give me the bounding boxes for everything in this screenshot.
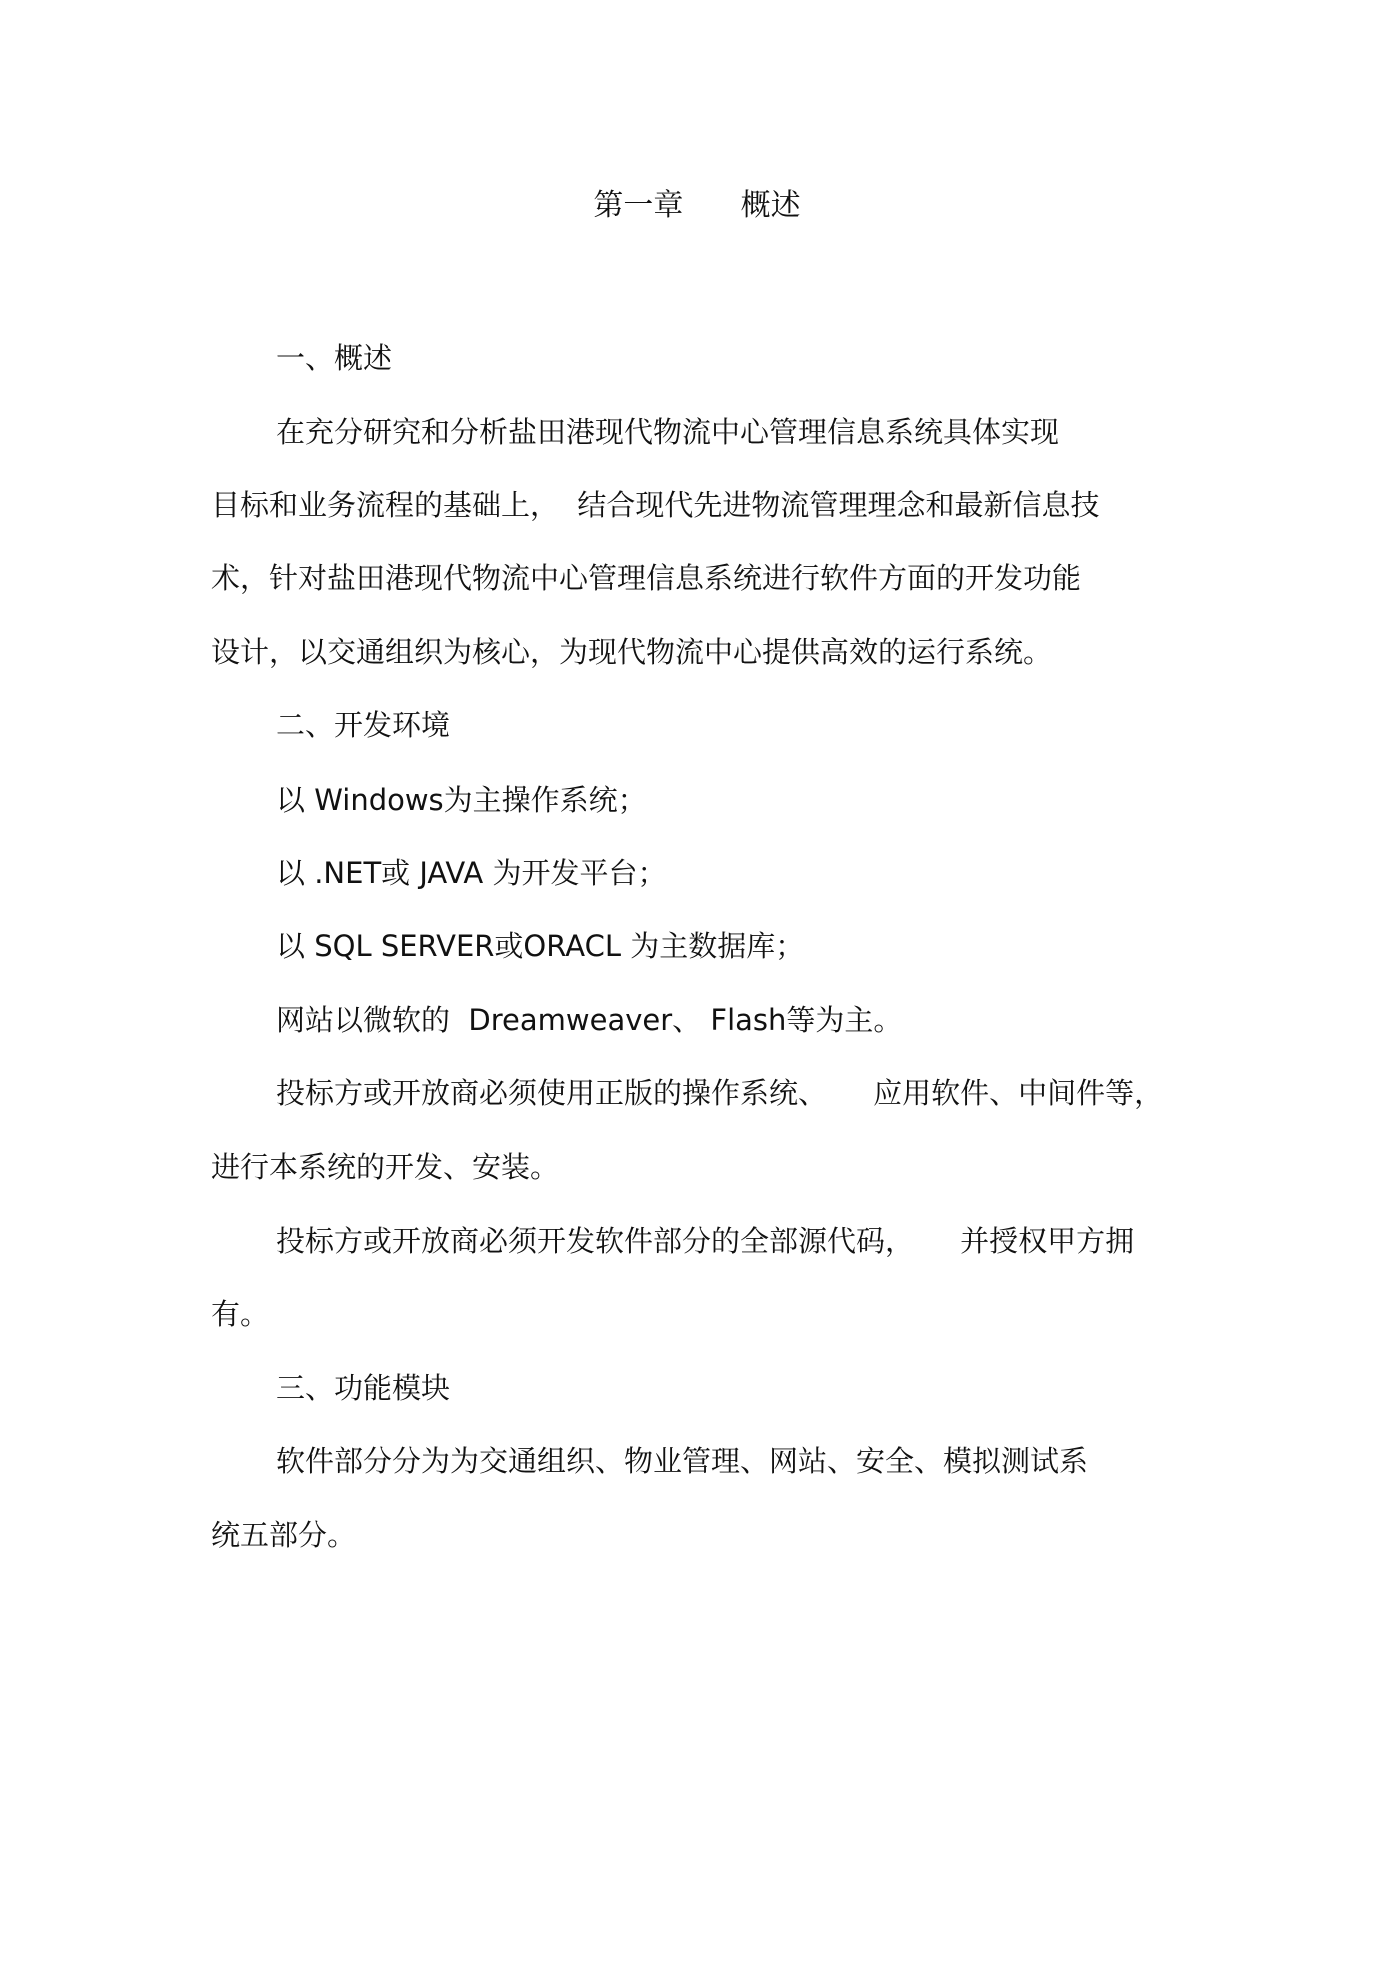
paragraph-line: 目标和业务流程的基础上， 结合现代先进物流管理理念和最新信息技 — [211, 488, 1100, 522]
paragraph-line: 设计，以交通组织为核心，为现代物流中心提供高效的运行系统。 — [211, 635, 1053, 669]
section-heading-function-modules: 三、功能模块 — [276, 1371, 451, 1405]
section-heading-dev-environment: 二、开发环境 — [276, 708, 451, 742]
list-item: 以 SQL SERVER或ORACL 为主数据库； — [276, 929, 805, 963]
paragraph-line: 统五部分。 — [211, 1518, 357, 1552]
section-heading-overview: 一、概述 — [276, 341, 393, 375]
list-item: 网站以微软的 Dreamweaver、 Flash等为主。 — [276, 1003, 903, 1037]
paragraph-line: 投标方或开放商必须使用正版的操作系统、 应用软件、中间件等， — [276, 1076, 1164, 1110]
paragraph-line: 在充分研究和分析盐田港现代物流中心管理信息系统具体实现 — [276, 415, 1060, 449]
paragraph-line: 有。 — [211, 1297, 270, 1331]
list-item: 以 .NET或 JAVA 为开发平台； — [276, 856, 667, 890]
paragraph-line: 投标方或开放商必须开发软件部分的全部源代码， 并授权甲方拥 — [276, 1224, 1135, 1258]
paragraph-line: 进行本系统的开发、安装。 — [211, 1150, 560, 1184]
paragraph-line: 软件部分分为为交通组织、物业管理、网站、安全、模拟测试系 — [276, 1444, 1089, 1478]
paragraph-line: 术，针对盐田港现代物流中心管理信息系统进行软件方面的开发功能 — [211, 561, 1082, 595]
chapter-title: 第一章 概述 — [593, 188, 801, 223]
list-item: 以 Windows为主操作系统； — [276, 783, 647, 817]
